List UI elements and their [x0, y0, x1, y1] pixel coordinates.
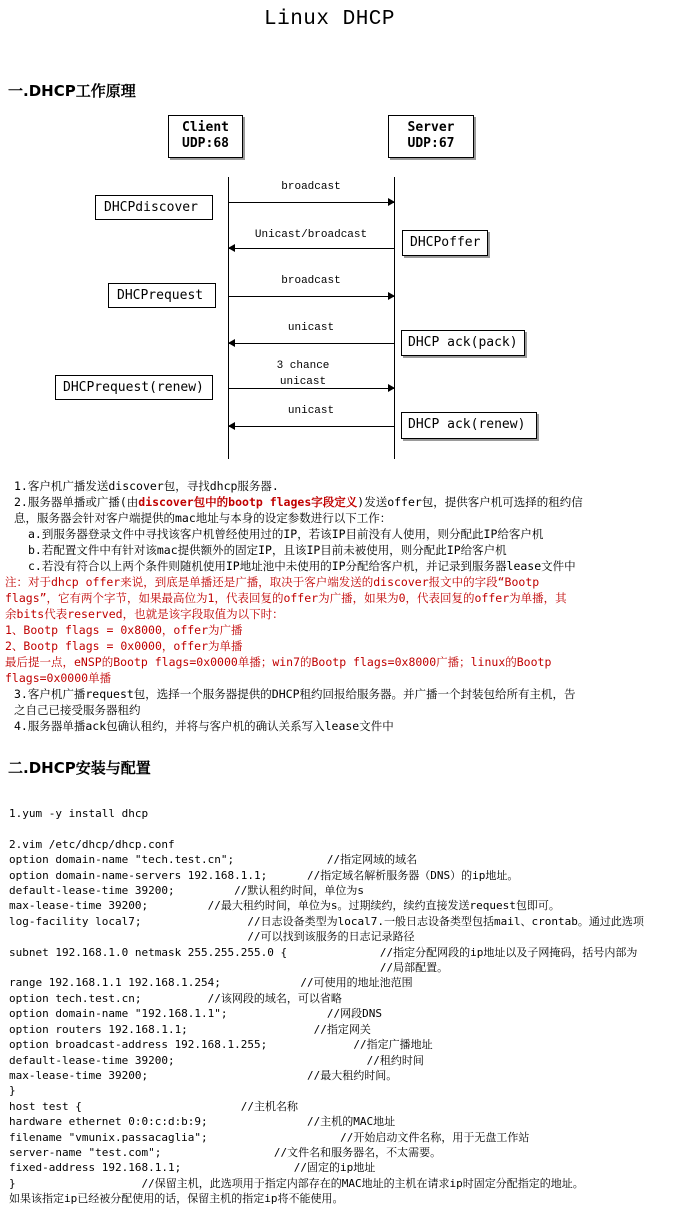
client-label: Client: [182, 120, 229, 135]
code-line: hardware ethernet 0:0:c:d:b:9; //主机的MAC地址: [9, 1115, 396, 1129]
code-line: }: [9, 1084, 16, 1098]
section-heading-principle: 一.DHCP工作原理: [8, 82, 136, 100]
code-line: } //保留主机，此选项用于指定内部存在的MAC地址的主机在请求ip时固定分配指定的地址。: [9, 1176, 584, 1190]
step-2-highlight: discover包中的bootp flages字段定义: [138, 495, 358, 509]
dhcp-ack-box: DHCP ack(pack): [401, 330, 525, 356]
code-line: //局部配置。: [9, 961, 449, 975]
code-line: fixed-address 192.168.1.1; //固定的ip地址: [9, 1161, 376, 1175]
left-arrow: [229, 426, 394, 427]
right-arrow: [229, 388, 394, 389]
dhcpdiscover-box: DHCPdiscover: [95, 195, 213, 220]
note-line: flags=0x0000单播: [5, 671, 112, 685]
note-line: flags”，它有两个字节，如果最高位为1，代表回复的offer为广播，如果为0，代表回复的offer为单播，其: [5, 591, 567, 605]
left-arrow: [229, 248, 394, 249]
left-arrow: [229, 343, 394, 344]
step-3: 3.客户机广播request包，选择一个服务器提供的DHCP租约回报给服务器。并广播一个封装包给所有主机，告: [14, 687, 576, 701]
server-label: Server: [407, 120, 455, 135]
code-line: option domain-name "tech.test.cn"; //指定网域的域名: [9, 853, 418, 867]
code-line: server-name "test.com"; //文件名和服务器名，不太需要。: [9, 1145, 442, 1159]
step-2-post: )发送offer包，提供客户机可选择的租约信: [357, 495, 583, 509]
code-line: option domain-name "192.168.1.1"; //网段DNS: [9, 1007, 382, 1021]
dhcprequest-renew-box: DHCPrequest(renew): [55, 375, 213, 400]
step-2a: a.到服务器登录文件中寻找该客户机曾经使用过的IP，若该IP目前没有人使用，则分配此IP给客户机: [28, 527, 544, 541]
steps-text: [5, 478, 690, 734]
note-line: 注：对于dhcp offer来说，到底是单播还是广播，取决于客户端发送的discover报文中的字段“Bootp: [5, 575, 540, 589]
code-line: option routers 192.168.1.1; //指定网关: [9, 1022, 371, 1036]
code-line: default-lease-time 39200; //租约时间: [9, 1053, 424, 1067]
code-line: host test { //主机名称: [9, 1099, 299, 1113]
step-2: [14, 494, 690, 510]
dhcprequest-box: DHCPrequest: [108, 283, 216, 308]
step-2-cont: 息，服务器会针对客户端提供的mac地址与本身的设定参数进行以下工作：: [14, 511, 392, 525]
code-line: default-lease-time 39200; //默认租约时间，单位为s: [9, 884, 365, 898]
code-blank: [9, 821, 693, 836]
code-line: option domain-name-servers 192.168.1.1; //指定域名解析服务器（DNS）的ip地址。: [9, 868, 519, 882]
code-line: option tech.test.cn; //该网段的域名，可以省略: [9, 991, 342, 1005]
code-line: //可以找到该服务的日志记录路径: [9, 930, 415, 944]
note-line: 1、Bootp flags = 0x8000，offer为广播: [5, 623, 243, 637]
code-line: 如果该指定ip已经被分配使用的话，保留主机的指定ip将不能使用。: [9, 1192, 344, 1206]
arrow-label: broadcast: [281, 181, 341, 193]
arrow-label: Unicast/broadcast: [254, 229, 368, 241]
server-box: [388, 115, 474, 158]
server-port: UDP:67: [407, 136, 455, 151]
section-heading-install: 二.DHCP安装与配置: [8, 759, 151, 777]
step-4: 4.服务器单播ack包确认租约，并将与客户机的确认关系写入lease文件中: [14, 719, 394, 733]
client-box: [168, 115, 243, 158]
arrow-label: 3 chance: [276, 360, 330, 372]
config-code-block: [9, 806, 693, 1207]
arrow-label: broadcast: [281, 275, 341, 287]
code-line: subnet 192.168.1.0 netmask 255.255.255.0 { //指定分配网段的ip地址以及子网掩码，括号内部为: [9, 945, 638, 959]
server-lifeline: [394, 177, 395, 459]
arrow-label-2: unicast: [279, 376, 327, 388]
dhcpoffer-box: DHCPoffer: [402, 230, 488, 256]
note-line: 2、Bootp flags = 0x0000，offer为单播: [5, 639, 243, 653]
step-3-cont: 之自己已接受服务器租约: [14, 703, 141, 717]
client-port: UDP:68: [182, 136, 229, 151]
step-2b: b.若配置文件中有针对该mac提供额外的固定IP，且该IP目前未被使用，则分配此IP给客户机: [28, 543, 507, 557]
code-line: log-facility local7; //日志设备类型为local7.一般日志设备类型包括mail、crontab。通过此选项: [9, 914, 644, 928]
right-arrow: [229, 202, 394, 203]
arrow-label: unicast: [287, 322, 335, 334]
code-line: max-lease-time 39200; //最大租约时间。: [9, 1068, 398, 1082]
code-line: option broadcast-address 192.168.1.255; //指定广播地址: [9, 1038, 433, 1052]
code-line: 1.yum -y install dhcp: [9, 807, 149, 820]
dhcp-ack-renew-box: DHCP ack(renew): [401, 412, 537, 439]
step-2c: c.若没有符合以上两个条件则随机使用IP地址池中未使用的IP分配给客户机，并记录到服务器lease文件中: [28, 559, 576, 573]
step-2-pre: 2.服务器单播或广播(由: [14, 495, 139, 509]
right-arrow: [229, 296, 394, 297]
page-title: Linux DHCP: [263, 8, 396, 31]
code-line: filename "vmunix.passacaglia"; //开始启动文件名称，用于无盘工作站: [9, 1130, 530, 1144]
step-1: 1.客户机广播发送discover包，寻找dhcp服务器.: [14, 479, 279, 493]
arrow-label: unicast: [287, 405, 335, 417]
code-line: range 192.168.1.1 192.168.1.254; //可使用的地址池范围: [9, 976, 413, 990]
note-line: 余bits代表reserved，也就是该字段取值为以下时：: [5, 607, 284, 621]
code-line: 2.vim /etc/dhcp/dhcp.conf: [9, 837, 175, 851]
note-line: 最后提一点，eNSP的Bootp flags=0x0000单播；win7的Bootp flags=0x8000广播；linux的Bootp: [5, 655, 552, 669]
code-line: max-lease-time 39200; //最大租约时间，单位为s。过期续约，续约直接发送request包即可。: [9, 899, 560, 913]
